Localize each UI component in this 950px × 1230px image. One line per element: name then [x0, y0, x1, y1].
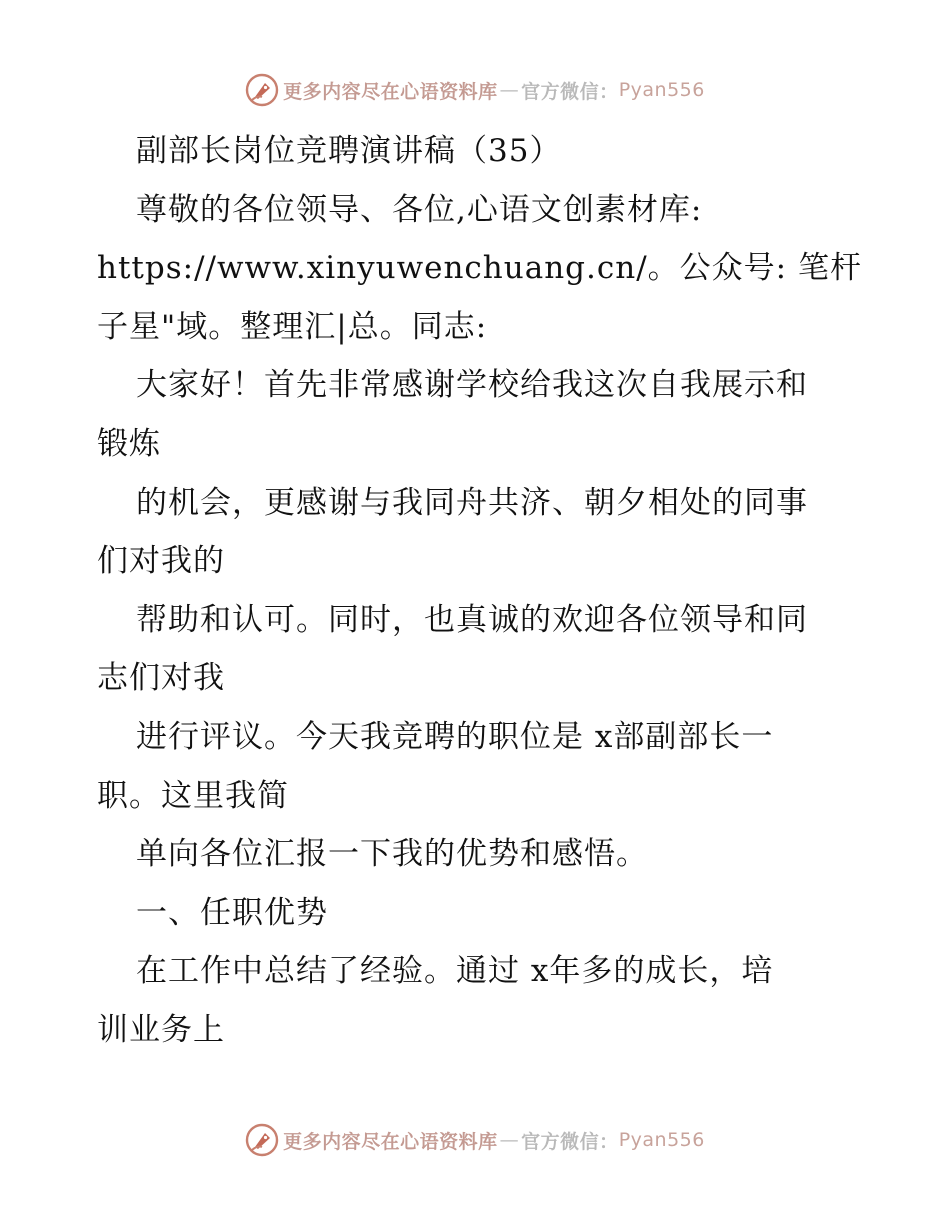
salutation-line: 尊敬的各位领导、各位,心语文创素材库: — [136, 191, 703, 228]
pen-nib-icon — [245, 1123, 279, 1157]
wechat-id: Pyan556 — [618, 79, 705, 101]
text-line: 职。这里我简 — [97, 777, 289, 814]
document-title: 副部长岗位竞聘演讲稿（35） — [136, 133, 562, 169]
text-line: 帮助和认可。同时，也真诚的欢迎各位领导和同 — [136, 601, 808, 638]
banner-dash: — — [499, 1129, 520, 1151]
text-line: 进行评议。今天我竞聘的职位是 x部副部长一 — [136, 718, 774, 755]
text-line: 在工作中总结了经验。通过 x年多的成长，培 — [136, 953, 774, 990]
text-line: 们对我的 — [97, 543, 225, 580]
header-banner — [0, 72, 950, 108]
text-line: 训业务上 — [97, 1011, 225, 1048]
text-line: 单向各位汇报一下我的优势和感悟。 — [136, 836, 648, 873]
text-line: 锻炼 — [97, 425, 161, 462]
banner-dash: — — [499, 79, 520, 101]
text-line: 子星"域。整理汇|总。同志: — [97, 308, 488, 345]
text-line: 大家好！首先非常感谢学校给我这次自我展示和 — [136, 367, 808, 404]
text-line: 的机会，更感谢与我同舟共济、朝夕相处的同事 — [136, 484, 808, 521]
text-line: 志们对我 — [97, 660, 225, 697]
section-heading: 一、任职优势 — [136, 894, 328, 931]
document-body — [97, 122, 862, 1060]
wechat-label: 官方微信： — [521, 80, 619, 103]
url-line: https://www.xinyuwenchuang.cn/。公众号: 笔杆 — [97, 250, 862, 287]
pen-nib-icon — [245, 73, 279, 107]
footer-banner — [0, 1122, 950, 1158]
wechat-id: Pyan556 — [618, 1129, 705, 1151]
banner-text: 更多内容尽在心语资料库 — [283, 80, 498, 103]
banner-text: 更多内容尽在心语资料库 — [283, 1130, 498, 1153]
wechat-label: 官方微信： — [521, 1130, 619, 1153]
